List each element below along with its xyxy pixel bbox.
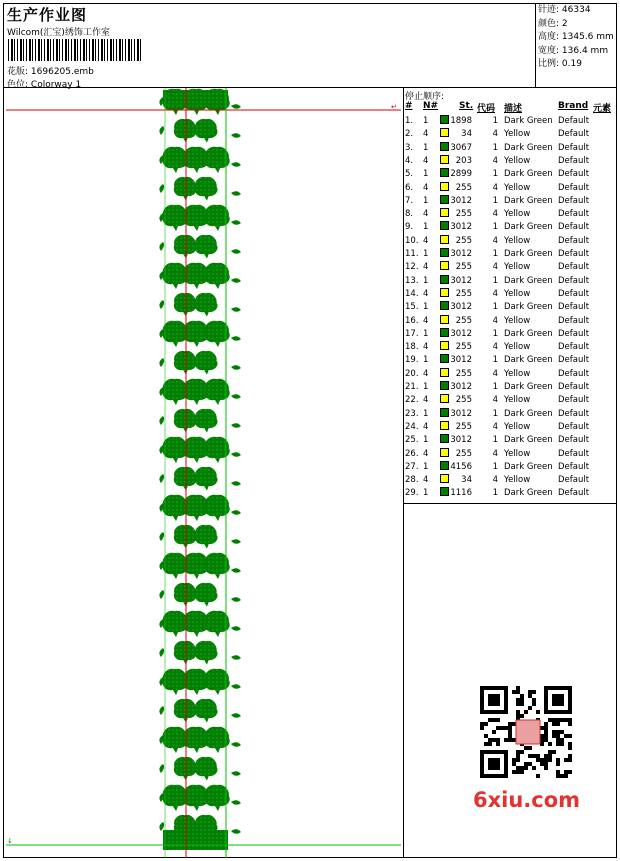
table-row [404, 208, 617, 221]
row-description: Yellow [504, 421, 531, 432]
file-label: 花版: [7, 67, 29, 77]
row-number: 21. [405, 382, 419, 392]
lace-bottom-band [163, 830, 228, 850]
col-brand: Brand [558, 101, 589, 111]
row-description: Dark Green [504, 435, 553, 446]
row-code: 4 [492, 421, 498, 432]
stat-height: 高度: 1345.6 mm [538, 32, 614, 42]
lace-motif [174, 235, 196, 257]
row-number: 13. [405, 275, 419, 286]
row-stitches: 1898 [450, 116, 472, 126]
row-code: 4 [492, 262, 498, 273]
row-description: Dark Green [504, 382, 553, 392]
lace-motif [195, 583, 217, 605]
col-description: 描述 [504, 104, 523, 114]
row-needle: 1 [423, 461, 429, 472]
table-row [404, 354, 617, 367]
row-needle: 4 [423, 235, 429, 246]
row-description: Yellow [504, 235, 531, 246]
row-description: Dark Green [504, 195, 553, 206]
row-brand: Default [558, 142, 590, 153]
row-stitches: 255 [455, 421, 472, 432]
row-stitches: 255 [455, 315, 472, 326]
row-number: 19. [405, 355, 419, 366]
table-row [404, 182, 617, 195]
table-row [404, 275, 617, 288]
stat-stitches: 针迹: 46334 [538, 5, 591, 15]
row-code: 1 [492, 275, 498, 286]
color-swatch [440, 461, 449, 470]
table-row [404, 448, 617, 461]
row-code: 1 [492, 142, 498, 153]
lace-motif [174, 525, 196, 547]
table-row [404, 434, 617, 447]
row-needle: 4 [423, 342, 429, 353]
row-code: 1 [492, 222, 498, 233]
stat-colors: 颜色: 2 [538, 18, 568, 29]
row-brand: Default [558, 169, 590, 180]
lace-motif [195, 757, 217, 779]
row-code: 1 [492, 435, 498, 446]
row-brand: Default [558, 448, 590, 459]
row-stitches: 3067 [450, 142, 472, 153]
table-row [404, 474, 617, 487]
table-row [404, 381, 617, 394]
row-stitches: 255 [455, 368, 472, 379]
row-code: 4 [492, 288, 498, 299]
lace-motif [174, 641, 196, 663]
color-swatch [440, 408, 449, 417]
lace-motif [174, 293, 196, 315]
row-description: Yellow [504, 129, 531, 140]
color-swatch [440, 448, 449, 457]
table-row [404, 487, 617, 500]
row-needle: 4 [423, 262, 429, 273]
row-code: 1 [492, 302, 498, 313]
row-code: 1 [492, 169, 498, 180]
row-brand: Default [558, 275, 590, 286]
row-needle: 4 [423, 475, 429, 486]
row-stitches: 255 [455, 448, 472, 459]
color-swatch [440, 128, 449, 137]
row-stitches: 255 [455, 209, 472, 220]
row-stitches: 3012 [450, 275, 472, 286]
row-stitches: 3012 [450, 435, 472, 446]
row-needle: 4 [423, 209, 429, 220]
lace-motif [195, 525, 217, 547]
row-brand: Default [558, 222, 590, 233]
color-swatch [440, 434, 449, 443]
table-row [404, 421, 617, 434]
row-code: 1 [492, 461, 498, 472]
table-row [404, 408, 617, 421]
row-needle: 1 [423, 408, 429, 419]
table-row [404, 461, 617, 474]
row-number: 10. [405, 235, 419, 246]
color-swatch [440, 142, 449, 151]
row-stitches: 255 [455, 235, 472, 246]
color-swatch [440, 315, 449, 324]
row-stitches: 34 [461, 129, 472, 140]
row-number: 6. [405, 182, 414, 193]
row-stitches: 255 [455, 342, 472, 353]
row-description: Yellow [504, 209, 531, 220]
stat-scale: 比例: 0.19 [538, 59, 582, 69]
row-description: Dark Green [504, 222, 553, 233]
lace-top-band [163, 90, 228, 104]
row-description: Dark Green [504, 488, 553, 499]
row-needle: 1 [423, 142, 429, 153]
row-brand: Default [558, 209, 590, 220]
row-number: 18. [405, 342, 419, 353]
header-panel [3, 3, 536, 88]
row-code: 4 [492, 448, 498, 459]
row-code: 1 [492, 488, 498, 499]
table-row [404, 221, 617, 234]
row-brand: Default [558, 475, 590, 486]
row-code: 1 [492, 195, 498, 206]
row-brand: Default [558, 488, 590, 499]
row-needle: 4 [423, 448, 429, 459]
row-needle: 4 [423, 155, 429, 166]
row-description: Yellow [504, 475, 531, 486]
row-needle: 4 [423, 395, 429, 406]
color-swatch [440, 288, 449, 297]
row-number: 25. [405, 435, 419, 446]
color-swatch [440, 221, 449, 230]
lace-motif [195, 177, 217, 199]
row-code: 4 [492, 209, 498, 220]
color-swatch [440, 275, 449, 284]
row-needle: 4 [423, 421, 429, 432]
row-number: 29. [405, 488, 419, 499]
color-swatch [440, 168, 449, 177]
row-number: 1. [405, 116, 414, 126]
row-description: Yellow [504, 262, 531, 273]
row-number: 17. [405, 328, 419, 339]
row-brand: Default [558, 421, 590, 432]
row-brand: Default [558, 288, 590, 299]
row-description: Yellow [504, 342, 531, 353]
row-stitches: 3012 [450, 249, 472, 259]
row-brand: Default [558, 116, 590, 126]
row-needle: 1 [423, 435, 429, 446]
color-swatch [440, 235, 449, 244]
row-number: 9. [405, 222, 414, 233]
row-needle: 1 [423, 195, 429, 206]
row-code: 1 [492, 116, 498, 126]
row-stitches: 255 [455, 182, 472, 193]
row-code: 4 [492, 182, 498, 193]
color-swatch [440, 381, 449, 390]
row-number: 4. [405, 155, 414, 166]
row-description: Dark Green [504, 142, 553, 153]
color-swatch [440, 301, 449, 310]
lace-motif [174, 409, 196, 431]
row-brand: Default [558, 328, 590, 339]
table-row [404, 341, 617, 354]
color-swatch [440, 421, 449, 430]
row-number: 5. [405, 169, 414, 180]
row-stitches: 3012 [450, 408, 472, 419]
row-stitches: 3012 [450, 222, 472, 233]
color-swatch [440, 487, 449, 496]
row-stitches: 255 [455, 288, 472, 299]
table-row [404, 261, 617, 274]
row-needle: 4 [423, 315, 429, 326]
row-brand: Default [558, 395, 590, 406]
col-stitches: St. [459, 101, 474, 111]
row-brand: Default [558, 408, 590, 419]
table-row [404, 195, 617, 208]
row-brand: Default [558, 129, 590, 140]
row-description: Dark Green [504, 408, 553, 419]
row-code: 4 [492, 129, 498, 140]
row-brand: Default [558, 368, 590, 379]
barcode [8, 39, 143, 61]
lace-motif [174, 351, 196, 373]
row-code: 4 [492, 315, 498, 326]
row-stitches: 3012 [450, 195, 472, 206]
table-header [404, 101, 617, 113]
row-description: Yellow [504, 288, 531, 299]
row-description: Dark Green [504, 302, 553, 313]
col-needle: N# [423, 101, 439, 111]
lace-motif [195, 293, 217, 315]
lace-motif [174, 699, 196, 721]
row-number: 26. [405, 448, 419, 459]
row-number: 24. [405, 421, 419, 432]
company-name: Wilcom(汇宝)绣饰工作室 [7, 28, 110, 38]
lace-motifs [159, 89, 241, 850]
row-number: 2. [405, 129, 414, 140]
row-brand: Default [558, 262, 590, 273]
row-stitches: 3012 [450, 302, 472, 313]
lace-motif [195, 641, 217, 663]
row-stitches: 3012 [450, 355, 472, 366]
table-row [404, 288, 617, 301]
row-brand: Default [558, 182, 590, 193]
lace-motif [195, 235, 217, 257]
row-description: Dark Green [504, 249, 553, 259]
lace-motif [195, 119, 217, 141]
stats-panel [536, 3, 617, 88]
row-description: Yellow [504, 315, 531, 326]
row-brand: Default [558, 435, 590, 446]
row-description: Yellow [504, 155, 531, 166]
row-stitches: 255 [455, 395, 472, 406]
row-number: 12. [405, 262, 419, 273]
row-brand: Default [558, 382, 590, 392]
watermark-logo: 6xiu.com [473, 788, 581, 812]
row-code: 1 [492, 355, 498, 366]
row-brand: Default [558, 315, 590, 326]
row-needle: 4 [423, 368, 429, 379]
row-description: Dark Green [504, 461, 553, 472]
row-description: Dark Green [504, 275, 553, 286]
col-code: 代码 [477, 104, 496, 114]
row-description: Yellow [504, 448, 531, 459]
row-brand: Default [558, 342, 590, 353]
table-row [404, 328, 617, 341]
row-brand: Default [558, 235, 590, 246]
lace-motif [195, 351, 217, 373]
table-row [404, 248, 617, 261]
row-needle: 4 [423, 288, 429, 299]
color-swatch [440, 208, 449, 217]
colorway-label: 色位: [7, 80, 29, 90]
embroidery-design [3, 88, 404, 858]
row-number: 14. [405, 288, 419, 299]
color-swatch [440, 248, 449, 257]
row-number: 8. [405, 209, 414, 220]
row-needle: 4 [423, 129, 429, 140]
row-needle: 1 [423, 116, 429, 126]
color-swatch [440, 394, 449, 403]
row-stitches: 2899 [450, 169, 472, 180]
row-number: 22. [405, 395, 419, 406]
color-swatch [440, 155, 449, 164]
row-code: 1 [492, 328, 498, 339]
row-stitches: 3012 [450, 382, 472, 392]
row-code: 4 [492, 395, 498, 406]
row-stitches: 3012 [450, 328, 472, 339]
row-number: 16. [405, 315, 419, 326]
lace-motif [174, 467, 196, 489]
row-code: 4 [492, 368, 498, 379]
row-stitches: 255 [455, 262, 472, 273]
row-number: 27. [405, 461, 419, 472]
row-number: 15. [405, 302, 419, 313]
row-needle: 1 [423, 249, 429, 259]
table-row [404, 115, 617, 128]
stop-sequence-panel [404, 88, 617, 504]
color-swatch [440, 182, 449, 191]
color-swatch [440, 368, 449, 377]
row-number: 28. [405, 475, 419, 486]
color-swatch [440, 261, 449, 270]
lace-motif [195, 409, 217, 431]
row-code: 1 [492, 408, 498, 419]
row-code: 4 [492, 475, 498, 486]
row-number: 7. [405, 195, 414, 206]
stop-sequence-title: 停止顺序: [405, 92, 445, 102]
row-number: 20. [405, 368, 419, 379]
stat-width: 宽度: 136.4 mm [538, 45, 609, 56]
colorway-value: Colorway 1 [30, 80, 82, 90]
row-code: 4 [492, 155, 498, 166]
row-brand: Default [558, 195, 590, 206]
col-element: 元素 [593, 104, 612, 114]
lace-motif [174, 177, 196, 199]
row-needle: 1 [423, 169, 429, 180]
row-stitches: 1116 [450, 488, 472, 499]
lace-motif [174, 757, 196, 779]
file-line [7, 64, 94, 77]
color-swatch [440, 354, 449, 363]
lace-motif [195, 699, 217, 721]
row-number: 3. [405, 142, 414, 153]
table-row [404, 155, 617, 168]
color-swatch [440, 474, 449, 483]
row-description: Dark Green [504, 355, 553, 366]
row-brand: Default [558, 155, 590, 166]
row-stitches: 4156 [450, 461, 472, 472]
row-number: 11. [405, 249, 419, 259]
table-row [404, 142, 617, 155]
row-needle: 1 [423, 355, 429, 366]
row-number: 23. [405, 408, 419, 419]
top-marker-icon: ↵ [391, 103, 397, 111]
page-title: 生产作业图 [7, 6, 88, 24]
table-row [404, 235, 617, 248]
lace-motif [174, 119, 196, 141]
design-preview [3, 88, 404, 858]
row-code: 1 [492, 249, 498, 259]
table-row [404, 315, 617, 328]
row-needle: 1 [423, 488, 429, 499]
col-number: # [405, 101, 413, 111]
color-swatch [440, 341, 449, 350]
table-row [404, 168, 617, 181]
table-row [404, 301, 617, 314]
row-brand: Default [558, 249, 590, 259]
row-description: Dark Green [504, 169, 553, 180]
row-description: Yellow [504, 182, 531, 193]
lace-motif [174, 583, 196, 605]
color-swatch [440, 328, 449, 337]
file-value: 1696205.emb [30, 67, 94, 77]
row-needle: 1 [423, 222, 429, 233]
qr-code [470, 680, 585, 785]
row-needle: 1 [423, 302, 429, 313]
color-swatch [440, 115, 449, 124]
row-needle: 1 [423, 328, 429, 339]
row-needle: 1 [423, 275, 429, 286]
row-code: 4 [492, 342, 498, 353]
row-description: Dark Green [504, 116, 553, 126]
row-code: 1 [492, 382, 498, 392]
lace-motif [195, 467, 217, 489]
row-description: Dark Green [504, 328, 553, 339]
row-description: Yellow [504, 395, 531, 406]
row-brand: Default [558, 302, 590, 313]
row-stitches: 203 [455, 155, 472, 166]
row-brand: Default [558, 461, 590, 472]
row-code: 4 [492, 235, 498, 246]
table-row [404, 128, 617, 141]
table-row [404, 368, 617, 381]
row-needle: 1 [423, 382, 429, 392]
color-swatch [440, 195, 449, 204]
row-brand: Default [558, 355, 590, 366]
row-description: Yellow [504, 368, 531, 379]
row-stitches: 34 [461, 475, 472, 486]
bottom-marker-icon: ↓ [7, 837, 13, 845]
table-row [404, 394, 617, 407]
row-needle: 4 [423, 182, 429, 193]
